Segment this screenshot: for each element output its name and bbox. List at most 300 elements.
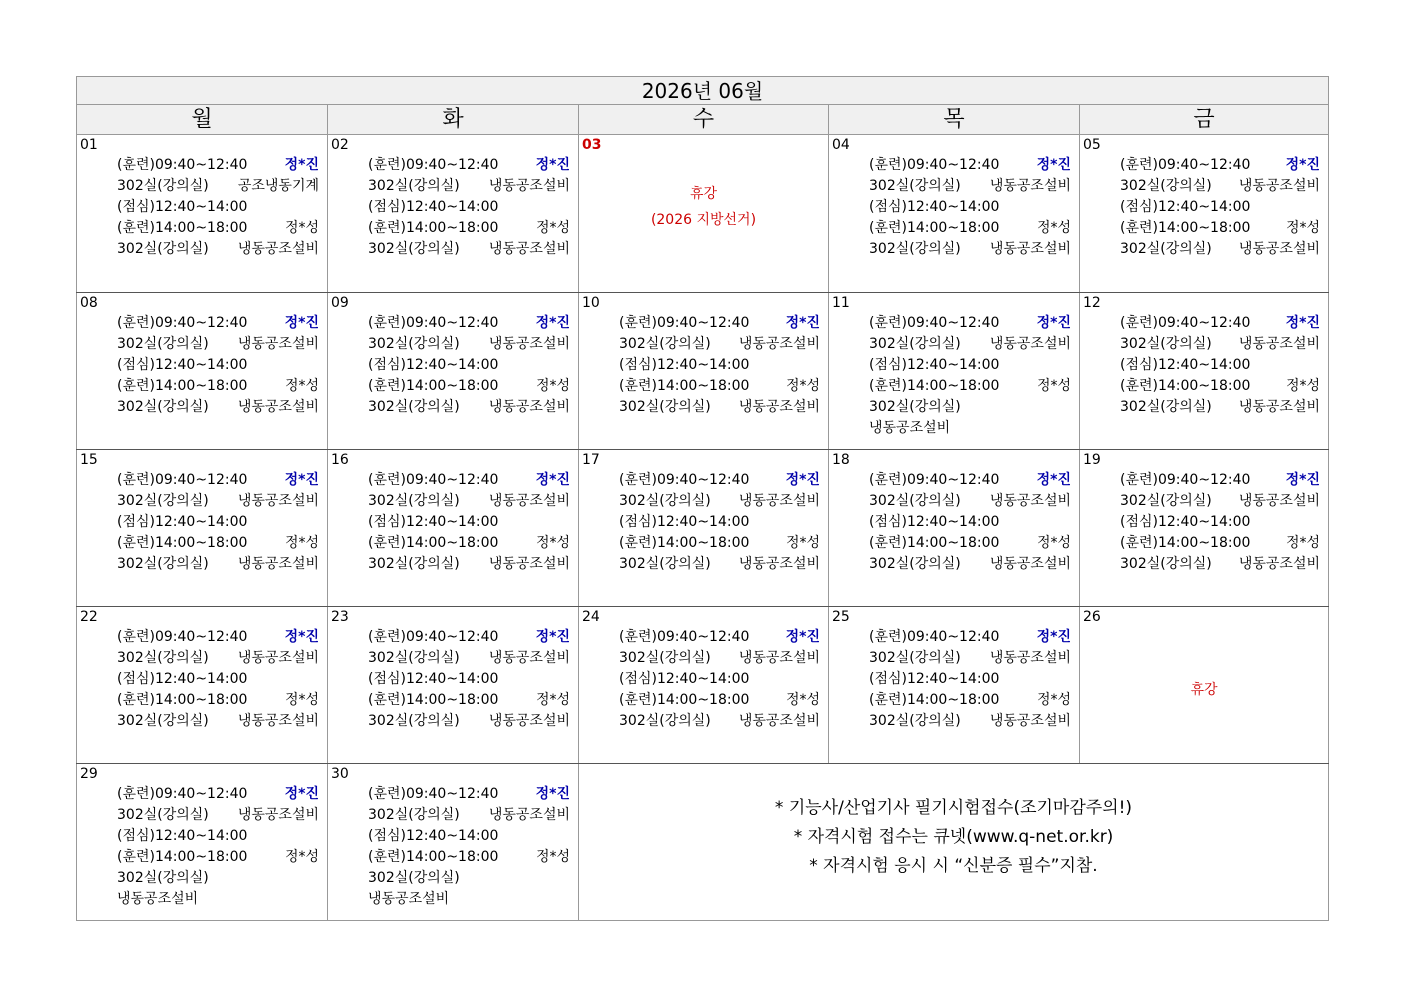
instructor-pm: 정*성	[1285, 378, 1320, 394]
instructor-am: 정*진	[535, 786, 570, 802]
am-session: (훈련)09:40~12:40	[869, 157, 1000, 173]
instructor-am: 정*진	[535, 629, 570, 645]
schedule-line	[368, 889, 570, 910]
date-number: 05	[1083, 137, 1101, 153]
schedule-line	[368, 176, 570, 197]
lunch: (점심)12:40~14:00	[368, 199, 499, 215]
subject: 냉동공조설비	[738, 556, 820, 572]
schedule-line	[117, 648, 319, 669]
day-cell	[76, 764, 327, 920]
date-number: 11	[832, 295, 850, 311]
am-session: (훈련)09:40~12:40	[619, 472, 750, 488]
room: 302실(강의실)	[117, 807, 209, 823]
instructor-pm: 정*성	[535, 378, 570, 394]
schedule-lines	[368, 627, 570, 732]
schedule-line	[619, 669, 820, 690]
schedule-line	[368, 397, 570, 418]
schedule-lines	[368, 313, 570, 418]
day-cell	[578, 607, 828, 763]
am-session: (훈련)09:40~12:40	[869, 315, 1000, 331]
room: 302실(강의실)	[368, 493, 460, 509]
room: 302실(강의실)	[869, 650, 961, 666]
date-number: 12	[1083, 295, 1101, 311]
schedule-line	[1120, 491, 1320, 512]
schedule-lines	[1120, 313, 1320, 418]
subject: 냉동공조설비	[488, 399, 570, 415]
date-number: 19	[1083, 452, 1101, 468]
room: 302실(강의실)	[117, 713, 209, 729]
subject: 냉동공조설비	[488, 713, 570, 729]
room: 302실(강의실)	[1120, 178, 1212, 194]
subject: 냉동공조설비	[368, 891, 450, 907]
room: 302실(강의실)	[117, 336, 209, 352]
room: 302실(강의실)	[117, 178, 209, 194]
subject: 냉동공조설비	[1238, 493, 1320, 509]
week-row	[76, 135, 1329, 293]
schedule-line	[368, 155, 570, 176]
am-session: (훈련)09:40~12:40	[619, 629, 750, 645]
schedule-line	[368, 648, 570, 669]
instructor-am: 정*진	[284, 472, 319, 488]
schedule-line	[1120, 376, 1320, 397]
lunch: (점심)12:40~14:00	[869, 671, 1000, 687]
subject: 냉동공조설비	[989, 336, 1071, 352]
am-session: (훈련)09:40~12:40	[1120, 157, 1251, 173]
room: 302실(강의실)	[368, 178, 460, 194]
schedule-line	[869, 397, 1071, 418]
schedule-lines	[368, 470, 570, 575]
schedule-line	[619, 711, 820, 732]
notice-line: * 자격시험 접수는 큐넷(www.q-net.or.kr)	[793, 827, 1114, 847]
schedule-line	[869, 197, 1071, 218]
schedule-line	[117, 218, 319, 239]
am-session: (훈련)09:40~12:40	[368, 472, 499, 488]
schedule-line	[1120, 334, 1320, 355]
schedule-lines	[368, 155, 570, 260]
room: 302실(강의실)	[368, 650, 460, 666]
schedule-line	[117, 512, 319, 533]
room: 302실(강의실)	[117, 399, 209, 415]
date-number: 26	[1083, 609, 1101, 625]
instructor-am: 정*진	[1285, 315, 1320, 331]
lunch: (점심)12:40~14:00	[1120, 514, 1251, 530]
pm-session: (훈련)14:00~18:00	[1120, 378, 1251, 394]
pm-session: (훈련)14:00~18:00	[869, 378, 1000, 394]
week-row	[76, 607, 1329, 764]
schedule-line	[869, 512, 1071, 533]
day-cell	[76, 135, 327, 292]
date-number: 15	[80, 452, 98, 468]
pm-session: (훈련)14:00~18:00	[619, 378, 750, 394]
schedule-line	[1120, 176, 1320, 197]
instructor-pm: 정*성	[1036, 692, 1071, 708]
am-session: (훈련)09:40~12:40	[368, 315, 499, 331]
instructor-am: 정*진	[785, 472, 820, 488]
instructor-am: 정*진	[284, 786, 319, 802]
schedule-lines	[117, 627, 319, 732]
room: 302실(강의실)	[368, 399, 460, 415]
schedule-line	[117, 889, 319, 910]
schedule-line	[619, 512, 820, 533]
schedule-line	[869, 218, 1071, 239]
schedule-lines	[117, 470, 319, 575]
subject: 냉동공조설비	[1238, 336, 1320, 352]
pm-session: (훈련)14:00~18:00	[117, 849, 248, 865]
date-number: 10	[582, 295, 600, 311]
am-session: (훈련)09:40~12:40	[1120, 315, 1251, 331]
schedule-line	[368, 197, 570, 218]
subject: 냉동공조설비	[989, 178, 1071, 194]
lunch: (점심)12:40~14:00	[368, 514, 499, 530]
schedule-line	[117, 826, 319, 847]
room: 302실(강의실)	[117, 241, 209, 257]
schedule-line	[117, 470, 319, 491]
schedule-line	[117, 197, 319, 218]
schedule-line	[1120, 554, 1320, 575]
schedule-line	[869, 239, 1071, 260]
schedule-line	[117, 554, 319, 575]
instructor-am: 정*진	[1285, 472, 1320, 488]
schedule-line	[619, 397, 820, 418]
instructor-pm: 정*성	[785, 535, 820, 551]
schedule-line	[368, 554, 570, 575]
subject: 냉동공조설비	[237, 241, 319, 257]
weekday-fri: 금	[1079, 105, 1329, 135]
subject: 냉동공조설비	[989, 556, 1071, 572]
instructor-am: 정*진	[1036, 629, 1071, 645]
subject: 냉동공조설비	[738, 399, 820, 415]
schedule-line	[117, 176, 319, 197]
instructor-pm: 정*성	[535, 535, 570, 551]
date-number: 18	[832, 452, 850, 468]
am-session: (훈련)09:40~12:40	[117, 157, 248, 173]
schedule-line	[117, 376, 319, 397]
day-cell	[578, 135, 828, 292]
schedule-lines	[619, 313, 820, 418]
day-cell	[1079, 607, 1329, 763]
instructor-pm: 정*성	[785, 378, 820, 394]
date-number: 25	[832, 609, 850, 625]
day-cell	[327, 135, 578, 292]
notice-cell	[578, 764, 1329, 920]
date-number: 03	[582, 137, 602, 153]
schedule-line	[1120, 533, 1320, 554]
day-cell	[76, 607, 327, 763]
subject: 냉동공조설비	[237, 650, 319, 666]
instructor-am: 정*진	[535, 157, 570, 173]
schedule-line	[368, 512, 570, 533]
schedule-lines	[1120, 155, 1320, 260]
instructor-am: 정*진	[1285, 157, 1320, 173]
schedule-line	[368, 826, 570, 847]
schedule-line	[368, 784, 570, 805]
schedule-line	[869, 176, 1071, 197]
schedule-line	[117, 397, 319, 418]
schedule-line	[368, 690, 570, 711]
schedule-line	[869, 155, 1071, 176]
instructor-am: 정*진	[1036, 315, 1071, 331]
day-cell	[1079, 450, 1329, 606]
instructor-am: 정*진	[284, 629, 319, 645]
room: 302실(강의실)	[368, 241, 460, 257]
am-session: (훈련)09:40~12:40	[619, 315, 750, 331]
room: 302실(강의실)	[368, 556, 460, 572]
schedule-line	[619, 533, 820, 554]
day-cell	[828, 450, 1079, 606]
schedule-line	[1120, 355, 1320, 376]
room: 302실(강의실)	[619, 713, 711, 729]
schedule-line	[368, 239, 570, 260]
am-session: (훈련)09:40~12:40	[368, 629, 499, 645]
subject: 냉동공조설비	[1238, 399, 1320, 415]
date-number: 02	[331, 137, 349, 153]
notice-line: * 기능사/산업기사 필기시험접수(조기마감주의!)	[774, 798, 1133, 818]
instructor-pm: 정*성	[1285, 535, 1320, 551]
date-number: 16	[331, 452, 349, 468]
room: 302실(강의실)	[619, 336, 711, 352]
weekday-header	[76, 105, 1329, 135]
subject: 냉동공조설비	[488, 241, 570, 257]
instructor-pm: 정*성	[1285, 220, 1320, 236]
schedule-line	[619, 491, 820, 512]
instructor-am: 정*진	[785, 315, 820, 331]
lunch: (점심)12:40~14:00	[117, 828, 248, 844]
subject: 냉동공조설비	[488, 807, 570, 823]
day-cell	[327, 293, 578, 449]
am-session: (훈련)09:40~12:40	[117, 786, 248, 802]
subject: 냉동공조설비	[738, 650, 820, 666]
room: 302실(강의실)	[117, 650, 209, 666]
room: 302실(강의실)	[368, 870, 460, 886]
schedule-line	[117, 334, 319, 355]
subject: 공조냉동기계	[237, 178, 319, 194]
am-session: (훈련)09:40~12:40	[117, 315, 248, 331]
room: 302실(강의실)	[869, 556, 961, 572]
subject: 냉동공조설비	[989, 713, 1071, 729]
subject: 냉동공조설비	[989, 493, 1071, 509]
week-row	[76, 450, 1329, 607]
subject: 냉동공조설비	[488, 493, 570, 509]
subject: 냉동공조설비	[1238, 556, 1320, 572]
subject: 냉동공조설비	[488, 650, 570, 666]
pm-session: (훈련)14:00~18:00	[368, 692, 499, 708]
schedule-line	[117, 805, 319, 826]
schedule-line	[368, 805, 570, 826]
date-number: 24	[582, 609, 600, 625]
schedule-line	[869, 533, 1071, 554]
schedule-line	[869, 669, 1071, 690]
schedule-lines	[1120, 470, 1320, 575]
schedule-line	[869, 711, 1071, 732]
weekday-thu: 목	[828, 105, 1079, 135]
pm-session: (훈련)14:00~18:00	[869, 220, 1000, 236]
schedule-line	[117, 868, 319, 889]
notice-box	[579, 794, 1328, 881]
am-session: (훈련)09:40~12:40	[117, 629, 248, 645]
schedule-line	[117, 491, 319, 512]
instructor-pm: 정*성	[1036, 535, 1071, 551]
schedule-line	[368, 847, 570, 868]
day-cell	[828, 135, 1079, 292]
room: 302실(강의실)	[869, 336, 961, 352]
date-number: 22	[80, 609, 98, 625]
instructor-am: 정*진	[1036, 157, 1071, 173]
schedule-line	[619, 313, 820, 334]
lunch: (점심)12:40~14:00	[869, 199, 1000, 215]
schedule-line	[869, 334, 1071, 355]
day-cell	[76, 293, 327, 449]
subject: 냉동공조설비	[237, 399, 319, 415]
schedule-line	[869, 418, 1071, 439]
room: 302실(강의실)	[619, 556, 711, 572]
subject: 냉동공조설비	[869, 420, 951, 436]
date-number: 17	[582, 452, 600, 468]
schedule-lines	[869, 155, 1071, 260]
schedule-line	[869, 313, 1071, 334]
schedule-line	[117, 533, 319, 554]
schedule-line	[368, 533, 570, 554]
subject: 냉동공조설비	[738, 493, 820, 509]
lunch: (점심)12:40~14:00	[1120, 357, 1251, 373]
instructor-pm: 정*성	[284, 220, 319, 236]
schedule-line	[1120, 313, 1320, 334]
room: 302실(강의실)	[619, 493, 711, 509]
date-number: 01	[80, 137, 98, 153]
lunch: (점심)12:40~14:00	[117, 671, 248, 687]
subject: 냉동공조설비	[1238, 178, 1320, 194]
subject: 냉동공조설비	[738, 713, 820, 729]
lunch: (점심)12:40~14:00	[117, 357, 248, 373]
instructor-am: 정*진	[535, 472, 570, 488]
instructor-pm: 정*성	[284, 535, 319, 551]
lunch: (점심)12:40~14:00	[1120, 199, 1251, 215]
room: 302실(강의실)	[368, 336, 460, 352]
day-cell	[578, 450, 828, 606]
schedule-line	[368, 313, 570, 334]
am-session: (훈련)09:40~12:40	[368, 157, 499, 173]
weekday-mon: 월	[76, 105, 327, 135]
schedule-line	[117, 690, 319, 711]
instructor-pm: 정*성	[535, 692, 570, 708]
schedule-line	[1120, 397, 1320, 418]
date-number: 30	[331, 766, 349, 782]
schedule-line	[869, 355, 1071, 376]
lunch: (점심)12:40~14:00	[619, 514, 750, 530]
room: 302실(강의실)	[117, 556, 209, 572]
date-number: 23	[331, 609, 349, 625]
date-number: 04	[832, 137, 850, 153]
instructor-am: 정*진	[284, 315, 319, 331]
date-number: 08	[80, 295, 98, 311]
week-row	[76, 293, 1329, 450]
subject: 냉동공조설비	[1238, 241, 1320, 257]
pm-session: (훈련)14:00~18:00	[117, 220, 248, 236]
day-cell	[1079, 135, 1329, 292]
instructor-pm: 정*성	[1036, 378, 1071, 394]
schedule-line	[619, 648, 820, 669]
schedule-lines	[368, 784, 570, 910]
schedule-line	[869, 470, 1071, 491]
lunch: (점심)12:40~14:00	[117, 514, 248, 530]
lunch: (점심)12:40~14:00	[368, 357, 499, 373]
subject: 냉동공조설비	[237, 807, 319, 823]
pm-session: (훈련)14:00~18:00	[368, 220, 499, 236]
weekday-tue: 화	[327, 105, 578, 135]
schedule-lines	[869, 313, 1071, 439]
day-cell	[76, 450, 327, 606]
pm-session: (훈련)14:00~18:00	[368, 849, 499, 865]
subject: 냉동공조설비	[237, 336, 319, 352]
schedule-line	[869, 376, 1071, 397]
pm-session: (훈련)14:00~18:00	[117, 692, 248, 708]
subject: 냉동공조설비	[989, 650, 1071, 666]
instructor-pm: 정*성	[1036, 220, 1071, 236]
holiday-label: 휴강	[689, 186, 718, 202]
instructor-pm: 정*성	[284, 378, 319, 394]
instructor-pm: 정*성	[535, 849, 570, 865]
day-cell	[1079, 293, 1329, 449]
room: 302실(강의실)	[368, 713, 460, 729]
pm-session: (훈련)14:00~18:00	[117, 378, 248, 394]
subject: 냉동공조설비	[488, 556, 570, 572]
am-session: (훈련)09:40~12:40	[368, 786, 499, 802]
instructor-pm: 정*성	[785, 692, 820, 708]
schedule-line	[619, 690, 820, 711]
schedule-lines	[117, 313, 319, 418]
room: 302실(강의실)	[368, 807, 460, 823]
day-cell	[327, 450, 578, 606]
instructor-pm: 정*성	[535, 220, 570, 236]
schedule-line	[869, 554, 1071, 575]
day-cell	[327, 607, 578, 763]
schedule-line	[869, 690, 1071, 711]
room: 302실(강의실)	[1120, 336, 1212, 352]
schedule-lines	[117, 155, 319, 260]
room: 302실(강의실)	[619, 399, 711, 415]
weekday-wed: 수	[578, 105, 828, 135]
am-session: (훈련)09:40~12:40	[117, 472, 248, 488]
instructor-am: 정*진	[284, 157, 319, 173]
day-cell	[828, 293, 1079, 449]
pm-session: (훈련)14:00~18:00	[869, 692, 1000, 708]
pm-session: (훈련)14:00~18:00	[117, 535, 248, 551]
room: 302실(강의실)	[1120, 241, 1212, 257]
instructor-am: 정*진	[1036, 472, 1071, 488]
schedule-line	[619, 355, 820, 376]
pm-session: (훈련)14:00~18:00	[368, 535, 499, 551]
schedule-line	[368, 627, 570, 648]
schedule-line	[1120, 197, 1320, 218]
room: 302실(강의실)	[869, 178, 961, 194]
pm-session: (훈련)14:00~18:00	[619, 535, 750, 551]
day-cell	[327, 764, 578, 920]
am-session: (훈련)09:40~12:40	[869, 472, 1000, 488]
room: 302실(강의실)	[117, 493, 209, 509]
am-session: (훈련)09:40~12:40	[1120, 472, 1251, 488]
instructor-pm: 정*성	[284, 849, 319, 865]
date-number: 29	[80, 766, 98, 782]
schedule-line	[368, 491, 570, 512]
schedule-line	[117, 627, 319, 648]
week-row	[76, 764, 1329, 921]
schedule-line	[368, 669, 570, 690]
subject: 냉동공조설비	[237, 493, 319, 509]
room: 302실(강의실)	[869, 241, 961, 257]
pm-session: (훈련)14:00~18:00	[619, 692, 750, 708]
schedule-line	[117, 784, 319, 805]
schedule-line	[368, 355, 570, 376]
schedule-lines	[117, 784, 319, 910]
